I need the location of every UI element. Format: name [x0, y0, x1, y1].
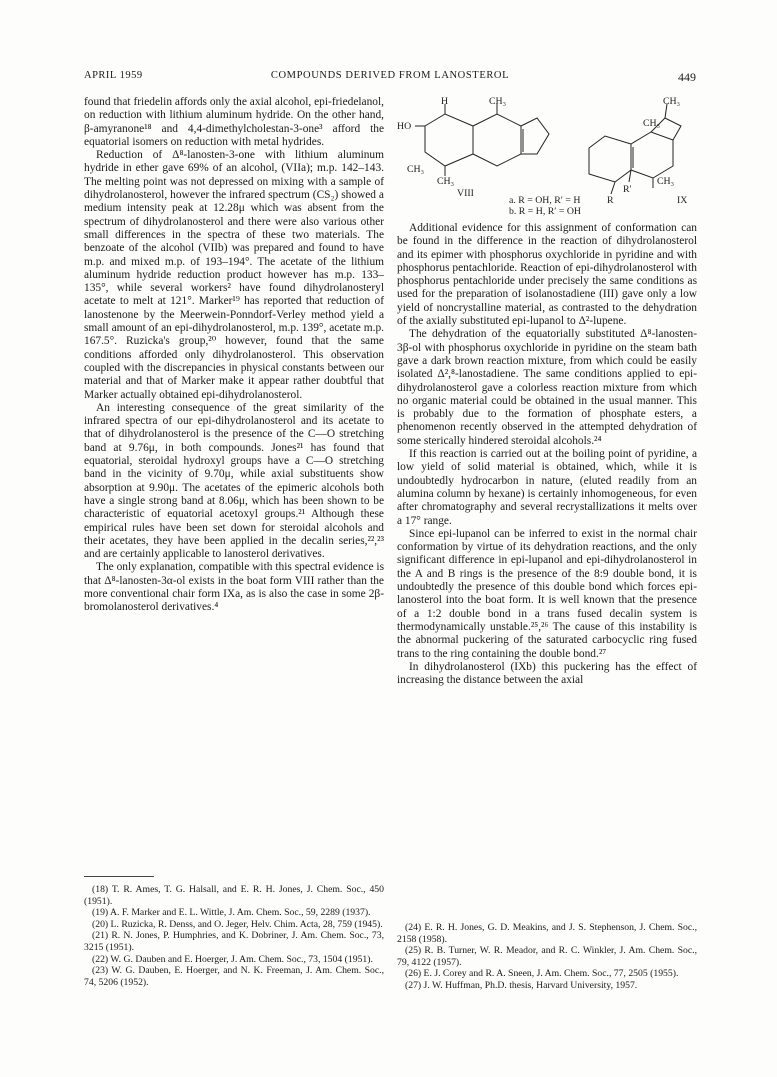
header-date: APRIL 1959 [84, 70, 143, 81]
footnote: (26) E. J. Corey and R. A. Sneen, J. Am. Chem. Soc., 77, 2505 (1955). [405, 968, 679, 980]
figure-label-h: H [441, 96, 449, 107]
figure-legend-a: a. R = OH, R′ = H [509, 195, 581, 206]
right-column [397, 222, 697, 687]
footnote: (18) T. R. Ames, T. G. Halsall, and E. R. H. Jones, J. Chem. Soc., 450 (1951). [84, 884, 384, 907]
footnote: (25) R. B. Turner, W. R. Meador, and R. C. Winkler, J. Am. Chem. Soc., 79, 4122 (1957). [397, 945, 697, 968]
figure-label-r: R [607, 195, 614, 206]
compound-label-viii: VIII [457, 188, 474, 199]
figure-label-ch3: CH₃ [407, 164, 425, 175]
footnote: (27) J. W. Huffman, Ph.D. thesis, Harvard University, 1957. [405, 979, 638, 991]
footnote: (24) E. R. H. Jones, G. D. Meakins, and J. S. Stephenson, J. Chem. Soc., 2158 (1958). [397, 922, 697, 945]
figure-label-r-prime: R′ [623, 184, 632, 195]
footnotes-left [84, 884, 384, 988]
paragraph: An interesting consequence of the great similarity of the infrared spectra of our epi-dihydrolanosterol and its acetate to that of dihydrolanosterol is the presence of the C—O stretching band at 9.76μ, in both compounds. Jones²¹ has found that equatorial, steroidal hydroxyl groups have a C—O stretching band in the vicinity of 9.70μ, while axial substituents show absorption at 9.90μ. The acetates of the epimeric alcohols both have a single strong band at 8.06μ, which has been shown to be characteristic of equatorial acetoxyl groups.²¹ Although these empirical rules have been set down for steroidal alcohols and their acetates, they have been applied in the decalin series,²²,²³ and are certainly applicable to lanosterol derivatives. [84, 401, 384, 561]
figure-label-ch3: CH₃ [643, 118, 661, 129]
footnotes-right [397, 922, 697, 992]
structure-figure [397, 96, 697, 218]
running-header [84, 70, 696, 86]
footnote-rule [84, 876, 154, 877]
footnote: (19) A. F. Marker and E. L. Wittle, J. Am. Chem. Soc., 59, 2289 (1937). [92, 907, 371, 919]
figure-label-ch3: CH₃ [663, 96, 681, 107]
header-title: COMPOUNDS DERIVED FROM LANOSTEROL [270, 70, 510, 81]
paragraph: In dihydrolanosterol (IXb) this puckering has the effect of increasing the distance between the axial [397, 660, 697, 687]
footnote: (21) R. N. Jones, P. Humphries, and K. Dobriner, J. Am. Chem. Soc., 73, 3215 (1951). [84, 930, 384, 953]
paragraph: The dehydration of the equatorially substituted Δ⁸-lanosten-3β-ol with phosphorus oxychloride in pyridine on the steam bath gave a dark brown reaction mixture, from which could be easily isolated Δ²,⁸-lanostadiene. The same conditions applied to epi-dihydrolanosterol gave a colorless reaction mixture from which no organic material could be obtained in the usual manner. This is probably due to the formation of phosphate esters, a phenomenon recently observed in the attempted dehydration of some sterically hindered steroidal alcohols.²⁴ [397, 328, 697, 447]
paragraph: The only explanation, compatible with this spectral evidence is that Δ⁸-lanosten-3α-ol exists in the boat form VIII rather than the more conventional chair form IXa, as is also the case in some 2β-bromolanosterol derivatives.⁴ [84, 561, 384, 614]
page-number: 449 [678, 70, 696, 84]
figure-label-ch3: CH₃ [657, 176, 675, 187]
left-column [84, 96, 384, 615]
footnote: (22) W. G. Dauben and E. Hoerger, J. Am. Chem. Soc., 73, 1504 (1951). [92, 953, 373, 965]
figure-label-ho: HO [397, 121, 412, 132]
paragraph: Since epi-lupanol can be inferred to exist in the normal chair conformation by virtue of its dehydration reactions, and the only significant difference in epi-lupanol and epi-dihydrolanosterol in the A and B rings is the presence of the 8:9 double bond, it is undoubtedly the presence of this double bond which forces epi-lanosterol into the boat form. It is well known that the presence of a 1:2 double bond in a trans fused decalin system is thermodynamically unstable.²⁵,²⁶ The cause of this instability is the abnormal puckering of the saturated carbocyclic ring fused trans to the ring containing the double bond.²⁷ [397, 527, 697, 660]
figure-label-ch3: CH₃ [489, 96, 507, 107]
paragraph: Additional evidence for this assignment of conformation can be found in the difference in the reaction of dihydrolanosterol and its epimer with phosphorus oxychloride in pyridine and with phosphorus pentachloride. Reaction of epi-dihydrolanosterol with phosphorus pentachloride under precisely the same conditions as used for the preparation of isolanostadiene (III) gave only a low yield of noncrystalline material, as contrasted to the dehydration of the axially substituted epi-lupanol to Δ²-lupene. [397, 222, 697, 328]
footnote: (23) W. G. Dauben, E. Hoerger, and N. K. Freeman, J. Am. Chem. Soc., 74, 5206 (1952). [84, 965, 384, 988]
paragraph: Reduction of Δ⁸-lanosten-3-one with lithium aluminum hydride in ether gave 69% of an alcohol, (VIIa); m.p. 142–143. The melting point was not depressed on mixing with a sample of dihydrolanosterol, however the infrared spectrum (CS₂) showed a medium intensity peak at 12.28μ which was absent from the spectrum of dihydrolanosterol and there were also various other small differences in the spectra of these two materials. The benzoate of the alcohol (VIIb) was prepared and found to have m.p. and mixed m.p. of 193–194°. The acetate of the lithium aluminum hydride reduction product however has m.p. 133–135°, while several workers² have found dihydrolanosteryl acetate to melt at 121°. Marker¹⁹ has reported that reduction of lanostenone by the Meerwein-Ponndorf-Verley method yield a small amount of an epi-dihydrolanosterol, m.p. 139°, acetate m.p. 167.5°. Ruzicka's group,²⁰ however, found that the same conditions afforded only dihydrolanosterol. This observation coupled with the discrepancies in physical constants between our material and that of Marker make it appear rather doubtful that Marker actually obtained epi-dihydrolanosterol. [84, 149, 384, 401]
paragraph: found that friedelin affords only the axial alcohol, epi-friedelanol, on reduction with lithium aluminum hydride. On the other hand, β-amyranone¹⁸ and 4,4-dimethylcholestan-3-one³ afford the equatorial isomers on reduction with metal hydrides. [84, 96, 384, 148]
footnote: (20) L. Ruzicka, R. Denss, and O. Jeger, Helv. Chim. Acta, 28, 759 (1945). [92, 918, 383, 930]
compound-label-ix: IX [677, 195, 688, 206]
figure-legend-b: b. R = H, R′ = OH [509, 206, 581, 217]
figure-label-ch3: CH₃ [437, 176, 455, 187]
paragraph: If this reaction is carried out at the boiling point of pyridine, a low yield of solid material is obtained, which, while it is undoubtedly hydrocarbon in nature, (eluted readily from an alumina column by hexane) is certainly inhomogeneous, for even after chromatography and several recrystallizations it melts over a 17° range. [397, 448, 697, 527]
